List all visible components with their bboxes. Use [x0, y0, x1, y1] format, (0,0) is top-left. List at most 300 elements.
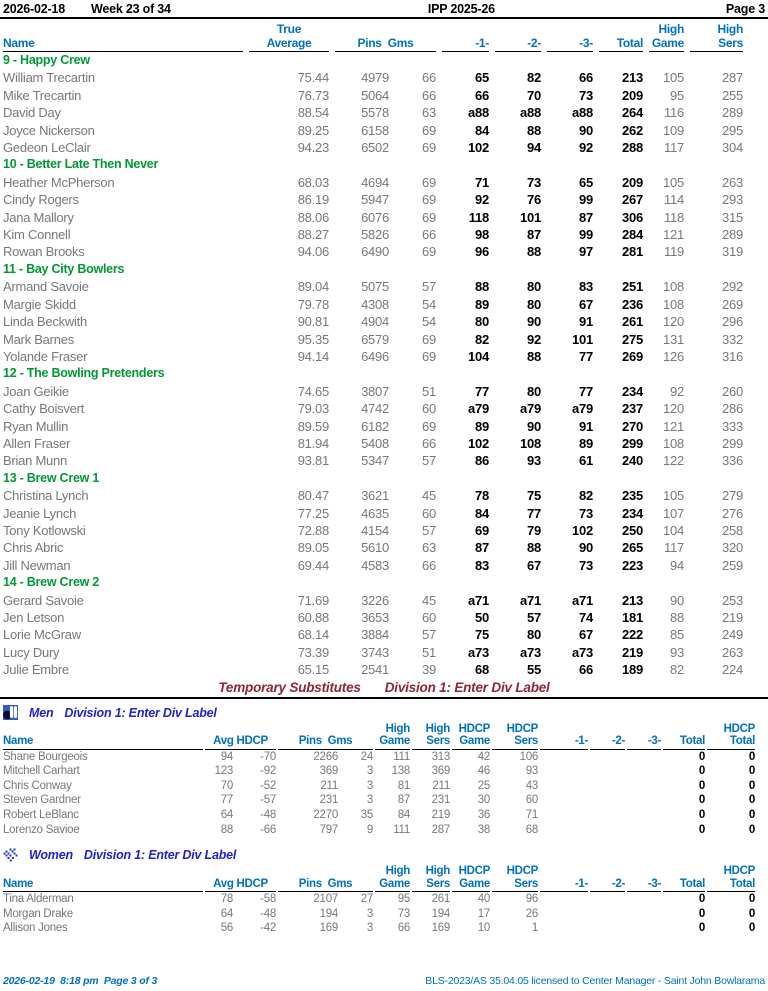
substitute-avg: 56: [220, 922, 233, 935]
player-total: 236: [622, 296, 643, 312]
substitute-high-series: 261: [431, 893, 450, 906]
substitute-game-1: [540, 764, 588, 779]
player-true-average: 89.25: [297, 122, 329, 138]
player-high-series: 332: [722, 331, 743, 347]
player-true-average: 71.69: [297, 592, 329, 608]
player-game-3: 77: [579, 348, 593, 364]
spacer: [278, 865, 373, 878]
col-game-3: -3-: [547, 36, 593, 52]
team-header-row: [0, 52, 768, 69]
player-name: Kim Connell: [3, 227, 71, 243]
col-game-1: -1-: [442, 36, 489, 52]
player-true-average: 79.03: [297, 401, 329, 417]
player-row: [0, 592, 768, 609]
col-high-game: Game: [649, 36, 684, 52]
player-high-series: 336: [722, 453, 743, 469]
player-high-series: 224: [722, 662, 743, 678]
player-games: 69: [422, 244, 436, 260]
player-pins: 4635: [361, 505, 389, 521]
player-games: 69: [422, 418, 436, 434]
player-high-series: 258: [722, 522, 743, 538]
substitute-high-series: 219: [431, 809, 450, 821]
player-game-3: 66: [579, 70, 593, 86]
substitute-game-3: [627, 779, 661, 794]
substitute-name: Chris Conway: [3, 779, 72, 792]
player-game-2: a88: [520, 105, 541, 121]
player-game-1: 68: [475, 662, 489, 678]
col-high-game-top: High: [658, 22, 684, 36]
substitute-games: 35: [360, 809, 373, 821]
substitute-hdcp-game: 46: [477, 765, 490, 778]
player-game-2: 77: [527, 505, 541, 521]
substitute-games: 27: [360, 893, 373, 906]
col-hdcp-sers: Sers: [492, 735, 538, 750]
substitute-row: [0, 750, 768, 765]
women-table-header: [0, 865, 768, 892]
player-name: Christina Lynch: [3, 488, 89, 504]
player-pins: 6496: [361, 348, 389, 364]
sub-header-top-row: [0, 723, 768, 736]
player-game-3: 74: [579, 610, 593, 625]
substitute-games: 9: [366, 823, 373, 836]
substitute-row: [0, 793, 768, 808]
substitutes-title: Temporary Substitutes: [218, 679, 361, 695]
player-name: Chris Abric: [3, 540, 64, 556]
player-pins: 5075: [361, 279, 389, 295]
player-name: Lorie McGraw: [3, 627, 81, 643]
week-label: Week 23 of 34: [90, 2, 171, 16]
player-total: 267: [622, 192, 643, 208]
player-name: Tony Kotlowski: [3, 522, 86, 538]
player-high-game: 105: [663, 174, 684, 190]
player-row: [0, 400, 768, 417]
player-game-1: 84: [475, 122, 489, 138]
player-total: 189: [622, 662, 643, 678]
player-games: 66: [422, 87, 436, 103]
substitute-high-game: 95: [397, 893, 410, 906]
player-high-series: 263: [722, 174, 743, 190]
substitute-pins: 369: [319, 765, 338, 778]
substitute-game-1: [540, 779, 588, 794]
player-row: [0, 348, 768, 365]
spacer: [3, 865, 203, 878]
player-high-series: 219: [722, 610, 743, 625]
player-games: 54: [422, 296, 436, 312]
substitute-game-3: [627, 921, 661, 936]
player-high-game: 120: [663, 314, 684, 330]
player-total: 234: [622, 383, 643, 399]
player-name: Gedeon LeClair: [3, 140, 91, 156]
player-games: 39: [422, 662, 436, 678]
player-high-series: 315: [722, 209, 743, 225]
player-true-average: 94.23: [297, 140, 329, 156]
men-division-label: Division 1: Enter Div Label: [64, 705, 217, 720]
substitute-total: 0: [698, 907, 705, 920]
player-game-2: 90: [527, 418, 541, 434]
player-high-game: 108: [663, 279, 684, 295]
substitute-pins: 2107: [313, 893, 338, 906]
substitute-pins: 231: [319, 794, 338, 807]
main-table-rows: [0, 52, 768, 679]
substitute-pins: 211: [320, 779, 338, 792]
col-high-game: Game: [375, 878, 410, 893]
col-hdcp-game-top: HDCP: [458, 722, 490, 735]
player-games: 66: [422, 435, 436, 451]
substitute-hdcp: -66: [260, 823, 276, 836]
player-total: 275: [622, 331, 643, 347]
player-true-average: 60.88: [297, 610, 329, 625]
player-high-series: 293: [722, 192, 743, 208]
player-high-game: 108: [663, 296, 684, 312]
spacer: [278, 723, 373, 736]
sub-header-bottom-row: [0, 878, 768, 893]
player-game-2: 88: [527, 348, 541, 364]
substitute-total: 0: [698, 809, 705, 821]
substitute-hdcp: -92: [260, 765, 276, 778]
col-hdcp-game: Game: [452, 878, 490, 893]
player-name: Joan Geikie: [3, 383, 69, 399]
substitute-row: [0, 779, 768, 794]
substitute-high-game: 81: [397, 779, 410, 792]
player-game-1: 88: [475, 279, 489, 295]
player-game-3: 83: [579, 279, 593, 295]
player-total: 269: [622, 348, 643, 364]
player-total: 264: [622, 105, 643, 121]
player-pins: 6490: [361, 244, 389, 260]
substitute-games: 3: [366, 794, 373, 807]
substitute-game-2: [590, 793, 625, 808]
player-true-average: 77.25: [297, 505, 329, 521]
col-hdcp-total-top: HDCP: [723, 865, 755, 878]
player-game-2: 87: [527, 227, 541, 243]
player-high-series: 316: [722, 348, 743, 364]
substitute-high-game: 111: [393, 823, 410, 836]
substitute-row: [0, 823, 768, 838]
col-game-3: -3-: [627, 878, 661, 893]
player-game-1: a88: [468, 105, 489, 121]
substitute-hdcp-game: 17: [477, 907, 490, 920]
player-game-2: 80: [527, 296, 541, 312]
team-name: 14 - Brew Crew 2: [3, 575, 100, 590]
player-pins: 4154: [361, 522, 389, 538]
player-total: 234: [622, 505, 643, 521]
player-game-3: 99: [579, 227, 593, 243]
player-row: [0, 487, 768, 504]
player-true-average: 94.14: [297, 348, 329, 364]
player-games: 63: [422, 105, 436, 121]
player-games: 66: [422, 557, 436, 573]
col-high-sers: Sers: [690, 36, 743, 52]
player-game-1: 86: [475, 453, 489, 469]
player-game-1: 89: [475, 418, 489, 434]
player-pins: 3226: [361, 592, 389, 608]
player-name: Brian Munn: [3, 453, 67, 469]
player-total: 223: [622, 557, 643, 573]
player-total: 299: [622, 435, 643, 451]
main-header-top-row: [0, 22, 768, 36]
spacer: [495, 22, 541, 36]
player-high-game: 126: [663, 348, 684, 364]
substitute-row: [0, 921, 768, 936]
player-game-2: 67: [527, 557, 541, 573]
substitute-avg: 94: [220, 750, 233, 763]
player-game-2: 70: [527, 87, 541, 103]
player-high-game: 105: [663, 70, 684, 86]
col-game-1: -1-: [540, 735, 588, 750]
substitute-pins: 797: [319, 823, 338, 836]
substitute-hdcp: -57: [260, 794, 276, 807]
substitute-game-1: [540, 808, 588, 823]
player-game-3: a88: [572, 105, 593, 121]
player-game-1: 71: [475, 174, 489, 190]
col-hdcp-game-top: HDCP: [458, 865, 490, 878]
player-game-3: 67: [579, 296, 593, 312]
player-name: Mike Trecartin: [3, 87, 82, 103]
player-row: [0, 383, 768, 400]
player-pins: 5610: [361, 540, 389, 556]
player-true-average: 68.14: [297, 627, 329, 643]
player-game-2: 108: [520, 435, 541, 451]
player-total: 235: [622, 488, 643, 504]
substitute-row: [0, 764, 768, 779]
col-high-game-top: High: [385, 865, 410, 878]
substitute-game-3: [627, 808, 661, 823]
substitute-high-series: 194: [431, 907, 450, 920]
player-true-average: 88.27: [297, 227, 329, 243]
player-high-series: 292: [722, 279, 743, 295]
spacer: [663, 865, 705, 878]
player-pins: 3653: [361, 610, 389, 625]
substitute-high-series: 211: [432, 779, 450, 792]
player-row: [0, 609, 768, 626]
spacer: [540, 723, 588, 736]
player-pins: 2541: [361, 662, 389, 678]
page-header: [0, 0, 768, 16]
col-pins-gms: Pins Gms: [335, 36, 436, 52]
player-pins: 4904: [361, 314, 389, 330]
player-high-series: 260: [722, 383, 743, 399]
substitute-pins: 169: [319, 922, 338, 935]
substitute-game-1: [540, 892, 588, 907]
player-pins: 5347: [361, 453, 389, 469]
player-game-2: 76: [527, 192, 541, 208]
player-row: [0, 122, 768, 139]
substitute-hdcp-total: 0: [748, 779, 755, 792]
player-high-game: 90: [670, 592, 684, 608]
substitute-games: 3: [366, 779, 373, 792]
player-pins: 5826: [361, 227, 389, 243]
substitute-game-3: [627, 823, 661, 838]
substitute-games: 3: [366, 922, 373, 935]
player-name: William Trecartin: [3, 70, 95, 86]
col-avg-hdcp: Avg HDCP: [205, 878, 276, 893]
player-game-2: 80: [527, 627, 541, 643]
player-high-series: 319: [722, 244, 743, 260]
men-section-label: [0, 704, 768, 722]
player-game-2: 57: [527, 610, 541, 625]
player-name: Mark Barnes: [3, 331, 74, 347]
player-games: 54: [422, 314, 436, 330]
player-true-average: 69.44: [297, 557, 329, 573]
spacer: [205, 865, 276, 878]
substitute-hdcp: -42: [260, 922, 276, 935]
player-game-3: 73: [579, 557, 593, 573]
col-pins-gms: Pins Gms: [278, 878, 373, 893]
player-game-1: 102: [468, 140, 489, 156]
player-high-series: 253: [722, 592, 743, 608]
player-true-average: 90.81: [297, 314, 329, 330]
player-game-1: 92: [475, 192, 489, 208]
player-row: [0, 644, 768, 661]
page-header-left: [3, 2, 197, 16]
substitute-hdcp-game: 40: [477, 893, 490, 906]
player-true-average: 89.59: [297, 418, 329, 434]
substitute-hdcp-game: 36: [477, 809, 490, 821]
substitutes-division-label: Division 1: Enter Div Label: [384, 679, 550, 695]
substitute-hdcp-total: 0: [748, 823, 755, 836]
player-game-2: 80: [527, 279, 541, 295]
col-high-sers: Sers: [412, 878, 450, 893]
substitute-hdcp-total: 0: [748, 765, 755, 778]
player-game-1: 87: [475, 540, 489, 556]
player-true-average: 94.06: [297, 244, 329, 260]
player-game-2: 94: [527, 140, 541, 156]
substitute-name: Allison Jones: [3, 922, 68, 935]
player-game-2: 79: [527, 522, 541, 538]
player-high-series: 286: [722, 401, 743, 417]
player-high-series: 296: [722, 314, 743, 330]
player-game-1: 84: [475, 505, 489, 521]
substitute-game-3: [627, 764, 661, 779]
player-pins: 6076: [361, 209, 389, 225]
substitute-total: 0: [698, 750, 705, 763]
team-header-row: [0, 156, 768, 173]
col-hdcp-sers-top: HDCP: [506, 865, 538, 878]
player-row: [0, 104, 768, 121]
col-high-sers-top: High: [717, 22, 743, 36]
player-game-1: 80: [475, 314, 489, 330]
player-true-average: 79.78: [297, 296, 329, 312]
player-true-average: 86.19: [297, 192, 329, 208]
player-game-2: 73: [527, 174, 541, 190]
player-total: 265: [622, 540, 643, 556]
player-true-average: 72.88: [297, 522, 329, 538]
player-name: Jeanie Lynch: [3, 505, 77, 521]
player-games: 66: [422, 70, 436, 86]
player-total: 250: [622, 522, 643, 538]
substitute-game-2: [590, 921, 625, 936]
substitute-avg: 77: [220, 794, 233, 807]
player-game-1: 82: [475, 331, 489, 347]
player-high-game: 107: [663, 505, 684, 521]
substitute-total: 0: [698, 922, 705, 935]
player-games: 63: [422, 540, 436, 556]
player-pins: 6579: [361, 331, 389, 347]
substitute-high-game: 66: [397, 922, 410, 935]
player-high-series: 289: [722, 105, 743, 121]
player-high-game: 109: [663, 122, 684, 138]
player-name: Cindy Rogers: [3, 192, 79, 208]
col-hdcp-total-top: HDCP: [723, 722, 755, 735]
player-pins: 6158: [361, 122, 389, 138]
substitute-high-game: 87: [397, 794, 410, 807]
player-game-3: 73: [579, 505, 593, 521]
substitute-pins: 2270: [313, 809, 338, 821]
player-high-game: 93: [670, 644, 684, 660]
spacer: [547, 22, 593, 36]
player-pins: 5578: [361, 105, 389, 121]
substitute-avg: 64: [220, 907, 233, 920]
player-high-game: 120: [663, 401, 684, 417]
substitute-hdcp-total: 0: [748, 809, 755, 821]
player-game-2: 88: [527, 122, 541, 138]
substitute-hdcp: -52: [260, 779, 276, 792]
substitute-high-game: 73: [397, 907, 410, 920]
substitute-hdcp-game: 10: [477, 922, 490, 935]
player-game-1: 102: [468, 435, 489, 451]
substitute-game-2: [590, 750, 625, 765]
player-game-3: 61: [579, 453, 593, 469]
player-game-1: 50: [475, 610, 489, 625]
player-true-average: 89.04: [297, 279, 329, 295]
substitute-total: 0: [698, 765, 705, 778]
player-pins: 4694: [361, 174, 389, 190]
substitute-total: 0: [698, 794, 705, 807]
team-name: 11 - Bay City Bowlers: [3, 261, 125, 276]
player-high-series: 333: [722, 418, 743, 434]
page-number: Page 3: [725, 2, 765, 16]
page-footer: [0, 975, 768, 987]
player-game-1: 66: [475, 87, 489, 103]
player-game-1: 98: [475, 227, 489, 243]
substitute-games: 3: [366, 765, 373, 778]
player-pins: 5064: [361, 87, 389, 103]
player-game-3: 87: [579, 209, 593, 225]
team-header-row: [0, 365, 768, 382]
spacer: [599, 22, 643, 36]
player-game-3: 91: [579, 418, 593, 434]
player-true-average: 95.35: [297, 331, 329, 347]
team-name: 9 - Happy Crew: [3, 53, 90, 67]
player-pins: 5408: [361, 435, 389, 451]
substitute-hdcp: -70: [260, 750, 276, 763]
player-game-3: 77: [579, 383, 593, 399]
player-row: [0, 174, 768, 191]
player-high-game: 92: [670, 383, 684, 399]
player-true-average: 76.73: [297, 87, 329, 103]
player-high-series: 299: [722, 435, 743, 451]
player-high-game: 121: [663, 418, 684, 434]
player-high-game: 122: [663, 453, 684, 469]
player-high-game: 117: [664, 140, 684, 156]
player-name: Heather McPherson: [3, 174, 115, 190]
spacer: [540, 865, 588, 878]
player-true-average: 81.94: [297, 435, 329, 451]
player-total: 222: [622, 627, 643, 643]
spacer: [590, 723, 625, 736]
team-name: 12 - The Bowling Pretenders: [3, 366, 165, 381]
player-game-1: 77: [475, 383, 489, 399]
player-games: 57: [422, 453, 436, 469]
col-name: Name: [3, 735, 203, 750]
player-row: [0, 331, 768, 348]
player-high-series: 287: [722, 70, 743, 86]
spacer: [627, 723, 661, 736]
substitute-game-2: [590, 808, 625, 823]
footer-license: BLS-2023/AS 35.04.05 licensed to Center Manager - Saint John Bowlarama: [425, 975, 765, 987]
men-label: Men: [29, 705, 54, 720]
substitute-total: 0: [698, 779, 705, 792]
